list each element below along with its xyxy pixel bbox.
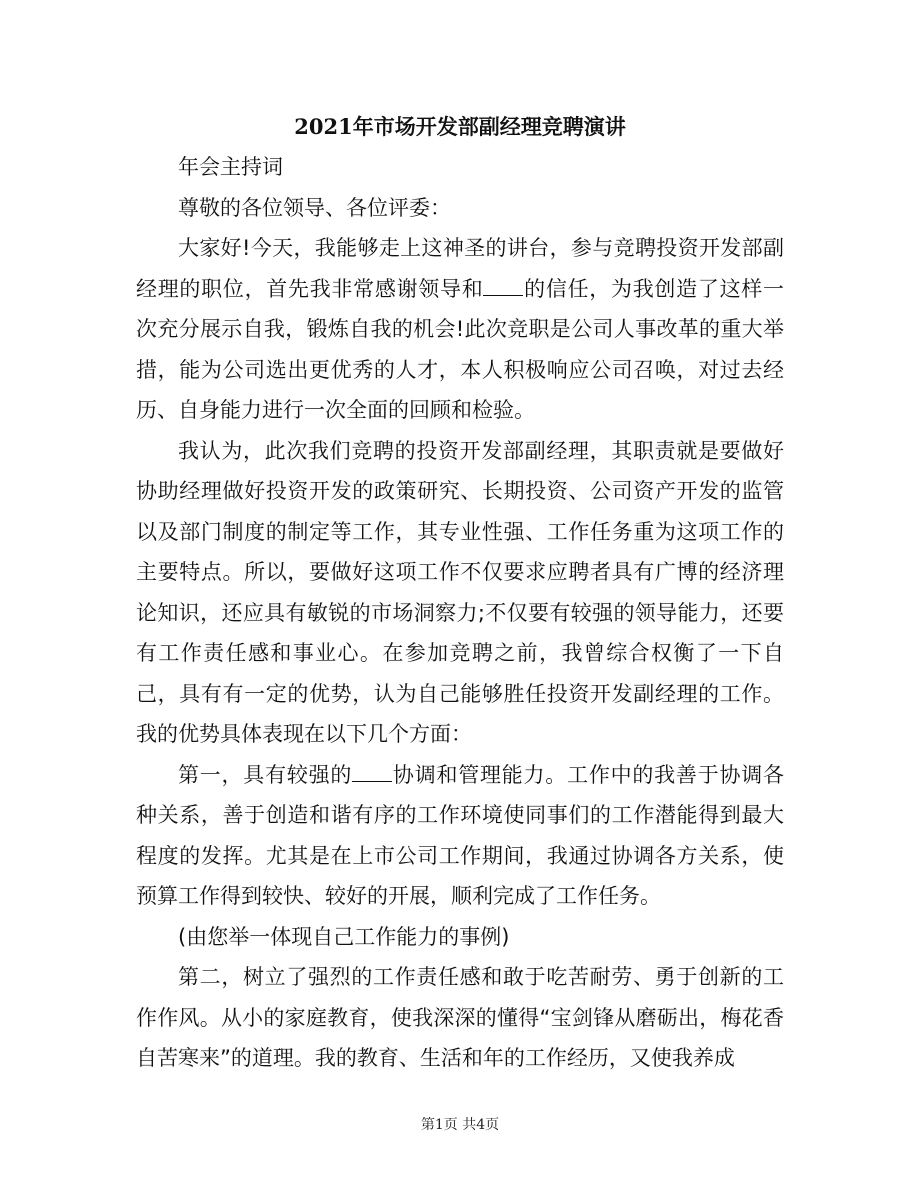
page-number-footer: 第1页 共4页 bbox=[420, 1117, 500, 1133]
document-body bbox=[136, 147, 784, 1079]
fill-in-blank bbox=[352, 763, 392, 782]
document-title: 2021年市场开发部副经理竞聘演讲 bbox=[294, 114, 626, 139]
paragraph-role-analysis: 我认为，此次我们竞聘的投资开发部副经理，其职责就是要做好协助经理做好投资开发的政策研究、长期投资、公司资产开发的监管以及部门制度的制定等工作，其专业性强、工作任务重为这项工作的主要特点。所以，要做好这项工作不仅要求应聘者具有广博的经济理论知识，还应具有敏锐的市场洞察力;不仅要有较强的领导能力，还要有工作责任感和事业心。在参加竞聘之前，我曾综合权衡了一下自己，具有有一定的优势，认为自己能够胜任投资开发副经理的工作。我的优势具体表现在以下几个方面： bbox=[136, 438, 784, 746]
paragraph-opening-part2: 的信任，为我创造了这样一次充分展示自我，锻炼自我的机会!此次竞职是公司人事改革的重大举措，能为公司选出更优秀的人才，本人积极响应公司召唤，对过去经历、自身能力进行一次全面的回顾和检验。 bbox=[136, 276, 785, 422]
paragraph-first-strength bbox=[136, 755, 784, 917]
paragraph-first-strength-part1: 第一，具有较强的 bbox=[178, 762, 353, 787]
salutation-line: 尊敬的各位领导、各位评委： bbox=[178, 195, 451, 220]
paragraph-example-note: (由您举一体现自己工作能力的事例) bbox=[178, 924, 510, 949]
paragraph-second-strength: 第二，树立了强烈的工作责任感和敢于吃苦耐劳、勇于创新的工作作风。从小的家庭教育，使我深深的懂得“宝剑锋从磨砺出，梅花香自苦寒来”的道理。我的教育、生活和年的工作经历，又使我养成 bbox=[136, 965, 784, 1070]
fill-in-blank bbox=[483, 277, 523, 296]
paragraph-opening bbox=[136, 228, 784, 431]
subtitle-line: 年会主持词 bbox=[178, 155, 283, 179]
paragraph-first-strength-part2: 协调和管理能力。工作中的我善于协调各种关系，善于创造和谐有序的工作环境使同事们的工作潜能得到最大程度的发挥。尤其是在上市公司工作期间，我通过协调各方关系，使预算工作得到较快、较好的开展，顺利完成了工作任务。 bbox=[136, 762, 785, 908]
paragraph-opening-part1: 大家好!今天，我能够走上这神圣的讲台，参与竞聘投资开发部副经理的职位，首先我非常感谢领导和 bbox=[136, 236, 784, 301]
